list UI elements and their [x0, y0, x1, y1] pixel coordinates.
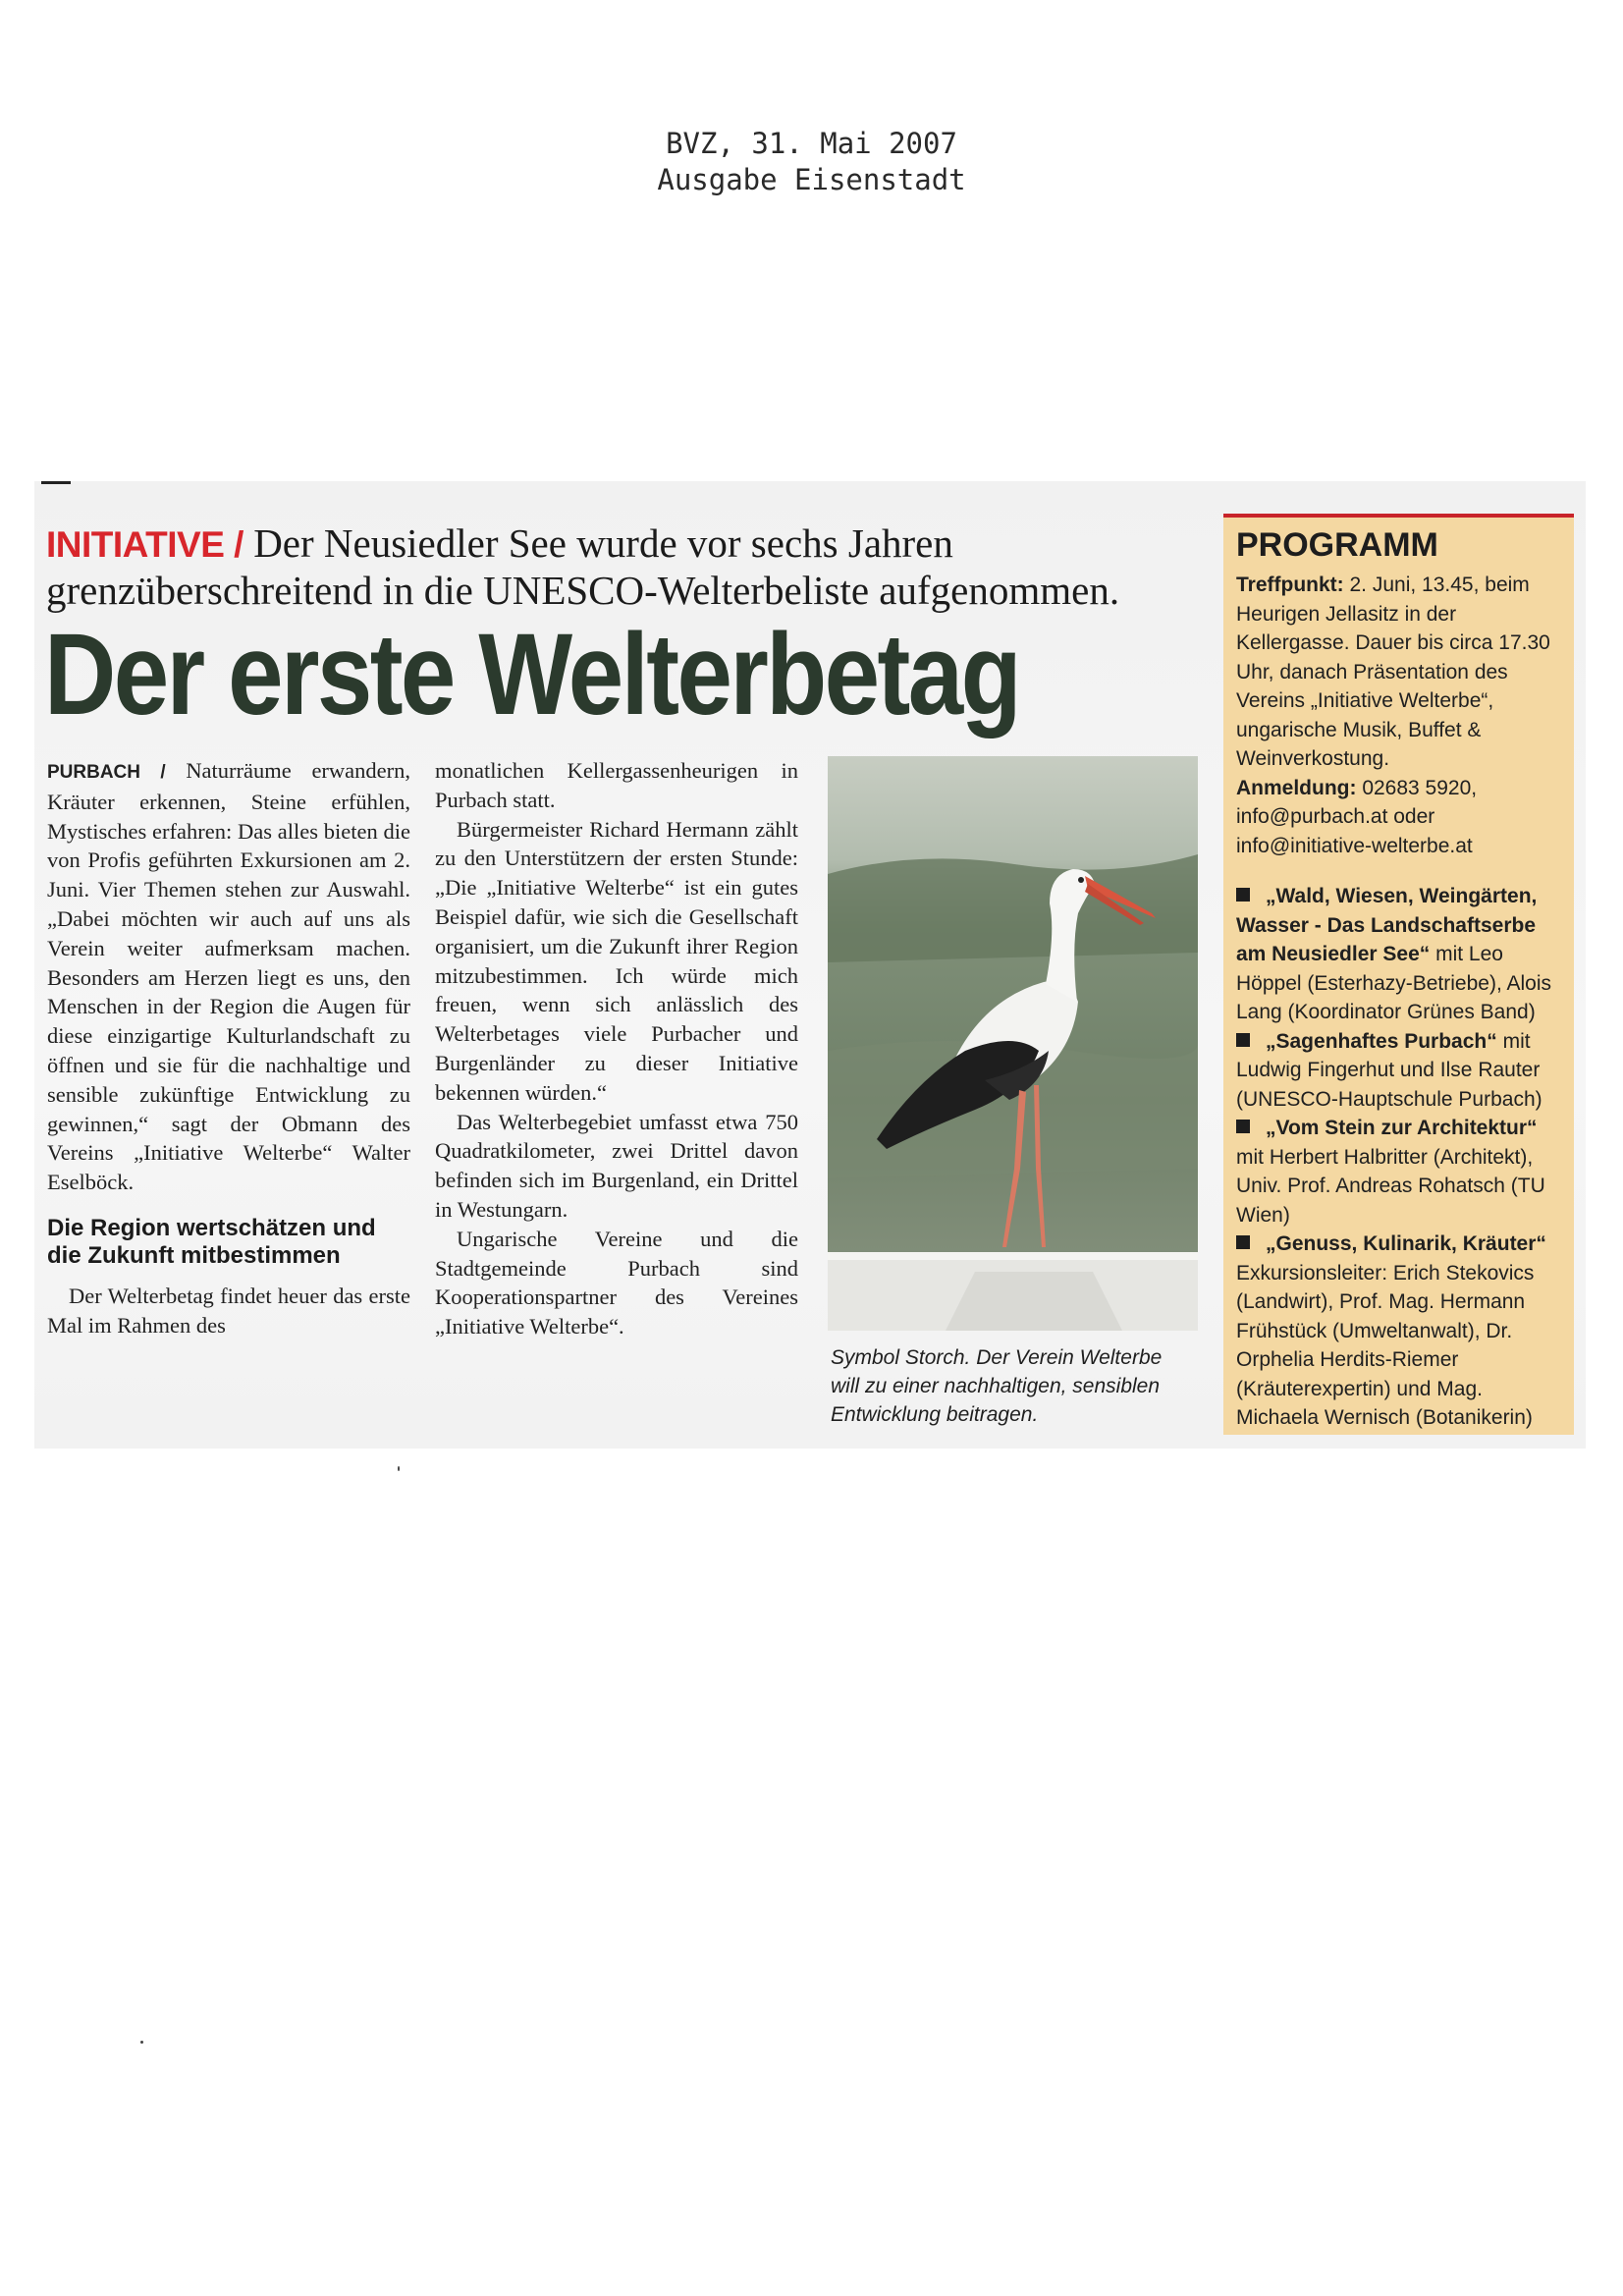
paragraph: Der Welterbetag findet heuer das erste Mal im Rahmen des: [47, 1283, 410, 1338]
scan-speck: [398, 1466, 400, 1471]
dateline: PURBACH /: [47, 762, 166, 783]
anmeldung-text: 02683 5920, info@purbach.at oder info@initiative-welterbe.at: [1236, 776, 1478, 857]
paragraph: Das Welterbegebiet umfasst etwa 750 Quadratkilometer, zwei Drittel davon befinden sich im Burgenland, ein Drittel in Westungarn.: [435, 1109, 798, 1222]
stork-illustration: [828, 756, 1198, 1331]
source-publication: BVZ, 31. Mai 2007: [666, 127, 957, 160]
bullet-square-icon: [1236, 888, 1250, 902]
programm-item: [1236, 882, 1564, 1027]
programm-item: [1236, 1114, 1564, 1230]
programm-item-title: „Genuss, Kulinarik, Kräuter“: [1266, 1232, 1546, 1255]
programm-item-text: mit Ludwig Fingerhut und Ilse Rauter (UNESCO-Hauptschule Purbach): [1236, 1029, 1542, 1111]
article-column-1: [47, 756, 410, 1340]
programm-item: [1236, 1230, 1564, 1433]
programm-box: [1223, 514, 1574, 1435]
programm-item-text: mit Herbert Halbritter (Architekt), Univ. Prof. Andreas Rohatsch (TU Wien): [1236, 1145, 1545, 1227]
headline: Der erste Welterbetag: [44, 610, 1019, 739]
source-info: [0, 126, 1623, 198]
anmeldung-label: Anmeldung:: [1236, 776, 1357, 799]
photo-caption: Symbol Storch. Der Verein Welterbe will zu einer nachhaltigen, sensiblen Entwicklung beitragen.: [831, 1346, 1163, 1426]
scan-speck: [140, 2041, 143, 2044]
bullet-square-icon: [1236, 1235, 1250, 1249]
programm-item: [1236, 1027, 1564, 1115]
subheading: Die Region wertschätzen und die Zukunft mitbestimmen: [47, 1214, 376, 1269]
stork-photo: [828, 756, 1198, 1331]
bullet-square-icon: [1236, 1120, 1250, 1133]
paragraph: monatlichen Kellergassenheurigen in Purbach statt.: [435, 758, 798, 812]
programm-item-title: „Wald, Wiesen, Weingärten, Wasser - Das Landschaftserbe am Neusiedler See“: [1236, 885, 1538, 965]
article-kicker: [46, 520, 1185, 613]
paragraph: Bürgermeister Richard Hermann zählt zu den Unterstützern der ersten Stunde: „Die „Initiative Welterbe“ ist ein gutes Beispiel dafür, wie sich die Gesellschaft organisiert, um die Zukunft ihrer Region mitzubestimmen. Ich würde mich freuen, wenn sich anlässlich des Welterbetages viele Purbacher und Burgenländer zu dieser Initiative bekennen würden.“: [435, 816, 798, 1105]
article-column-2: [435, 756, 798, 1341]
programm-item-text: Exkursionsleiter: Erich Stekovics (Landwirt), Prof. Mag. Hermann Frühstück (Umweltanwalt), Dr. Orphelia Herdits-Riemer (Kräuterexpertin) und Mag. Michaela Wernisch (Botanikerin): [1236, 1261, 1535, 1429]
kicker-tag: INITIATIVE /: [46, 524, 243, 565]
bullet-square-icon: [1236, 1033, 1250, 1047]
treffpunkt-info: [1236, 571, 1564, 774]
programm-title: PROGRAMM: [1236, 526, 1438, 564]
programm-item-title: „Vom Stein zur Architektur“: [1266, 1117, 1538, 1139]
treffpunkt-text: 2. Juni, 13.45, beim Heurigen Jellasitz in der Kellergasse. Dauer bis circa 17.30 Uhr, danach Präsentation des Vereins „Initiative Welterbe“, ungarische Musik, Buffet & Weinverkostung.: [1236, 574, 1550, 770]
crop-mark: [41, 481, 71, 484]
source-edition: Ausgabe Eisenstadt: [657, 163, 966, 196]
paragraph: Ungarische Vereine und die Stadtgemeinde Purbach sind Kooperationspartner des Vereines „Initiative Welterbe“.: [435, 1226, 798, 1339]
lead-text: Naturräume erwandern, Kräuter erkennen, Steine erfühlen, Mystisches erfahren: Das alles bieten die von Profis geführten Exkursionen am 2. Juni. Vier Themen stehen zur Auswahl. „Dabei möchten wir auch auf uns als Verein weiter aufmerksam machen. Besonders am Herzen liegt es uns, den Menschen in der Region die Augen für diese einzigartige Kulturlandschaft zu öffnen und sie für die nachhaltige und sensible zukünftige Entwicklung zu gewinnen,“ sagt der Obmann des Vereins „Initiative Welterbe“ Walter Eselböck.: [47, 758, 411, 1195]
programm-item-title: „Sagenhaftes Purbach“: [1266, 1029, 1497, 1053]
treffpunkt-label: Treffpunkt:: [1236, 574, 1344, 596]
kicker-text: Der Neusiedler See wurde vor sechs Jahren grenzüberschreitend in die UNESCO-Welterbeliste aufgenommen.: [46, 520, 1120, 613]
programm-list: [1236, 882, 1564, 1433]
programm-item-text: mit Leo Höppel (Esterhazy-Betriebe), Alois Lang (Koordinator Grünes Band): [1236, 943, 1551, 1023]
anmeldung-info: [1236, 774, 1564, 861]
lead-paragraph: [47, 756, 410, 1197]
